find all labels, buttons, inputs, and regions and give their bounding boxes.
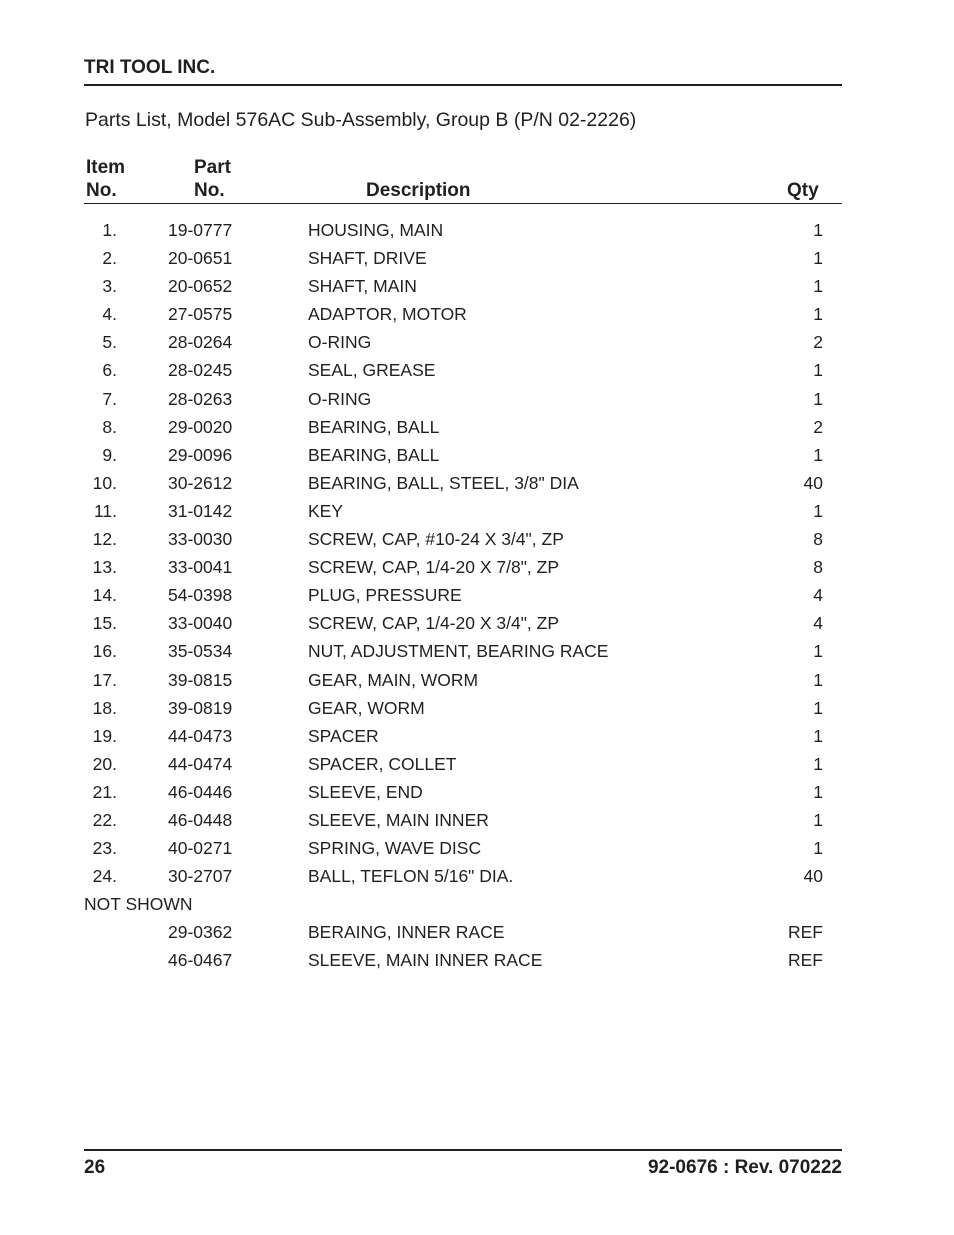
table-row xyxy=(0,529,954,557)
part-description: KEY xyxy=(308,500,344,521)
part-description: SPACER xyxy=(308,725,379,746)
item-number: 11. xyxy=(93,500,117,521)
column-header-item xyxy=(86,156,125,202)
table-row xyxy=(0,922,954,950)
part-description: SPRING, WAVE DISC xyxy=(308,838,482,859)
part-number: 46-0448 xyxy=(168,809,233,830)
footer-rule xyxy=(84,1149,842,1151)
part-number: 20-0651 xyxy=(168,248,233,269)
item-number: 15. xyxy=(92,613,117,634)
part-number: 33-0030 xyxy=(168,529,233,550)
part-quantity: 8 xyxy=(813,557,823,578)
part-quantity: 4 xyxy=(813,613,823,634)
part-number: 39-0819 xyxy=(168,697,233,718)
part-description: SEAL, GREASE xyxy=(308,360,436,381)
not-shown-label: NOT SHOWN xyxy=(84,894,193,915)
table-row xyxy=(0,782,954,810)
part-number: 29-0020 xyxy=(168,416,233,437)
part-quantity: 1 xyxy=(813,388,823,409)
table-row xyxy=(0,866,954,894)
part-description: O-RING xyxy=(308,332,372,353)
item-number: 24. xyxy=(92,866,117,887)
part-quantity: 1 xyxy=(813,248,823,269)
part-number: 46-0446 xyxy=(168,781,233,802)
part-number: 40-0271 xyxy=(168,838,233,859)
part-number: 46-0467 xyxy=(168,950,233,971)
column-header-part-line2: No. xyxy=(194,180,225,201)
part-number: 31-0142 xyxy=(168,500,233,521)
part-quantity: REF xyxy=(788,950,823,971)
part-description: HOUSING, MAIN xyxy=(308,220,444,240)
part-number: 54-0398 xyxy=(168,585,233,606)
table-row xyxy=(0,670,954,698)
part-number: 30-2707 xyxy=(168,866,233,887)
table-header-rule xyxy=(84,203,842,204)
item-number: 8. xyxy=(102,416,117,437)
parts-table-body xyxy=(0,220,954,979)
item-number: 14. xyxy=(92,585,117,606)
table-row xyxy=(0,557,954,585)
item-number: 19. xyxy=(92,725,117,746)
part-quantity: 1 xyxy=(813,753,823,774)
column-header-item-line1: Item xyxy=(86,157,126,178)
part-quantity: 8 xyxy=(813,529,823,550)
table-row xyxy=(0,754,954,782)
part-quantity: 1 xyxy=(813,838,823,859)
column-header-qty: Qty xyxy=(787,180,819,201)
table-row xyxy=(0,220,954,248)
item-number: 17. xyxy=(92,669,117,690)
part-description: BEARING, BALL xyxy=(308,444,440,465)
table-row xyxy=(0,389,954,417)
part-quantity: 1 xyxy=(813,500,823,521)
item-number: 22. xyxy=(92,809,117,830)
header-rule xyxy=(84,84,842,86)
part-description: SLEEVE, MAIN INNER RACE xyxy=(308,950,543,971)
part-quantity: 1 xyxy=(813,725,823,746)
table-row xyxy=(0,360,954,388)
page-number: 26 xyxy=(84,1157,106,1178)
part-quantity: 1 xyxy=(813,781,823,802)
part-quantity: REF xyxy=(788,922,823,943)
table-row xyxy=(0,501,954,529)
item-number: 1. xyxy=(102,220,117,240)
part-description: O-RING xyxy=(308,388,372,409)
part-number: 29-0096 xyxy=(168,444,233,465)
part-description: SHAFT, DRIVE xyxy=(308,248,427,269)
item-number: 16. xyxy=(92,641,117,662)
part-quantity: 2 xyxy=(813,332,823,353)
part-description: SCREW, CAP, #10-24 X 3/4", ZP xyxy=(308,529,564,550)
part-quantity: 1 xyxy=(813,220,823,240)
part-number: 33-0040 xyxy=(168,613,233,634)
part-description: NUT, ADJUSTMENT, BEARING RACE xyxy=(308,641,609,662)
part-number: 44-0474 xyxy=(168,753,233,774)
table-row xyxy=(0,473,954,501)
table-row xyxy=(0,276,954,304)
item-number: 9. xyxy=(102,444,117,465)
part-quantity: 1 xyxy=(813,809,823,830)
part-quantity: 1 xyxy=(813,304,823,325)
part-description: SCREW, CAP, 1/4-20 X 3/4", ZP xyxy=(308,613,559,634)
column-header-part-line1: Part xyxy=(194,157,231,178)
part-number: 28-0245 xyxy=(168,360,233,381)
part-quantity: 40 xyxy=(803,472,823,493)
company-name: TRI TOOL INC. xyxy=(84,57,216,78)
part-number: 39-0815 xyxy=(168,669,233,690)
table-row xyxy=(0,838,954,866)
part-description: BALL, TEFLON 5/16" DIA. xyxy=(308,866,514,887)
part-description: BEARING, BALL xyxy=(308,416,440,437)
part-number: 19-0777 xyxy=(168,220,233,240)
page-title: Parts List, Model 576AC Sub-Assembly, Group B (P/N 02-2226) xyxy=(85,109,637,131)
part-description: BERAING, INNER RACE xyxy=(308,922,505,943)
column-header-item-line2: No. xyxy=(86,180,117,201)
part-description: SPACER, COLLET xyxy=(308,753,457,774)
part-description: BEARING, BALL, STEEL, 3/8" DIA xyxy=(308,472,579,493)
item-number: 18. xyxy=(92,697,117,718)
part-quantity: 4 xyxy=(813,585,823,606)
item-number: 10. xyxy=(92,472,117,493)
item-number: 7. xyxy=(102,388,117,409)
part-quantity: 1 xyxy=(813,276,823,297)
table-row xyxy=(0,417,954,445)
part-description: SLEEVE, END xyxy=(308,781,423,802)
part-quantity: 1 xyxy=(813,444,823,465)
item-number: 3. xyxy=(102,276,117,297)
table-row xyxy=(0,950,954,978)
part-description: GEAR, WORM xyxy=(308,697,425,718)
part-description: SHAFT, MAIN xyxy=(308,276,417,297)
part-number: 27-0575 xyxy=(168,304,233,325)
part-description: ADAPTOR, MOTOR xyxy=(308,304,467,325)
table-row xyxy=(0,248,954,276)
item-number: 21. xyxy=(92,781,117,802)
item-number: 5. xyxy=(102,332,117,353)
part-description: SCREW, CAP, 1/4-20 X 7/8", ZP xyxy=(308,557,559,578)
item-number: 20. xyxy=(92,753,117,774)
item-number: 2. xyxy=(102,248,117,269)
table-row xyxy=(0,445,954,473)
item-number: 13. xyxy=(92,557,117,578)
part-number: 29-0362 xyxy=(168,922,233,943)
part-number: 28-0263 xyxy=(168,388,233,409)
part-number: 28-0264 xyxy=(168,332,233,353)
table-row xyxy=(0,726,954,754)
part-number: 30-2612 xyxy=(168,472,233,493)
table-row xyxy=(0,304,954,332)
part-quantity: 40 xyxy=(803,866,823,887)
part-quantity: 1 xyxy=(813,669,823,690)
item-number: 23. xyxy=(92,838,117,859)
document-number: 92-0676 : Rev. 070222 xyxy=(647,1157,842,1178)
part-number: 44-0473 xyxy=(168,725,233,746)
column-header-part xyxy=(194,156,231,202)
item-number: 4. xyxy=(102,304,117,325)
not-shown-section-label xyxy=(0,894,954,922)
item-number: 6. xyxy=(102,360,117,381)
table-row xyxy=(0,698,954,726)
part-quantity: 1 xyxy=(813,641,823,662)
part-description: SLEEVE, MAIN INNER xyxy=(308,809,489,830)
part-number: 33-0041 xyxy=(168,557,233,578)
table-row xyxy=(0,613,954,641)
part-quantity: 1 xyxy=(813,697,823,718)
part-quantity: 2 xyxy=(813,416,823,437)
column-header-description: Description xyxy=(366,180,471,201)
item-number: 12. xyxy=(92,529,117,550)
part-number: 20-0652 xyxy=(168,276,233,297)
table-row xyxy=(0,641,954,669)
table-row xyxy=(0,585,954,613)
part-description: PLUG, PRESSURE xyxy=(308,585,462,606)
table-row xyxy=(0,810,954,838)
part-description: GEAR, MAIN, WORM xyxy=(308,669,479,690)
table-row xyxy=(0,332,954,360)
part-number: 35-0534 xyxy=(168,641,233,662)
part-quantity: 1 xyxy=(813,360,823,381)
